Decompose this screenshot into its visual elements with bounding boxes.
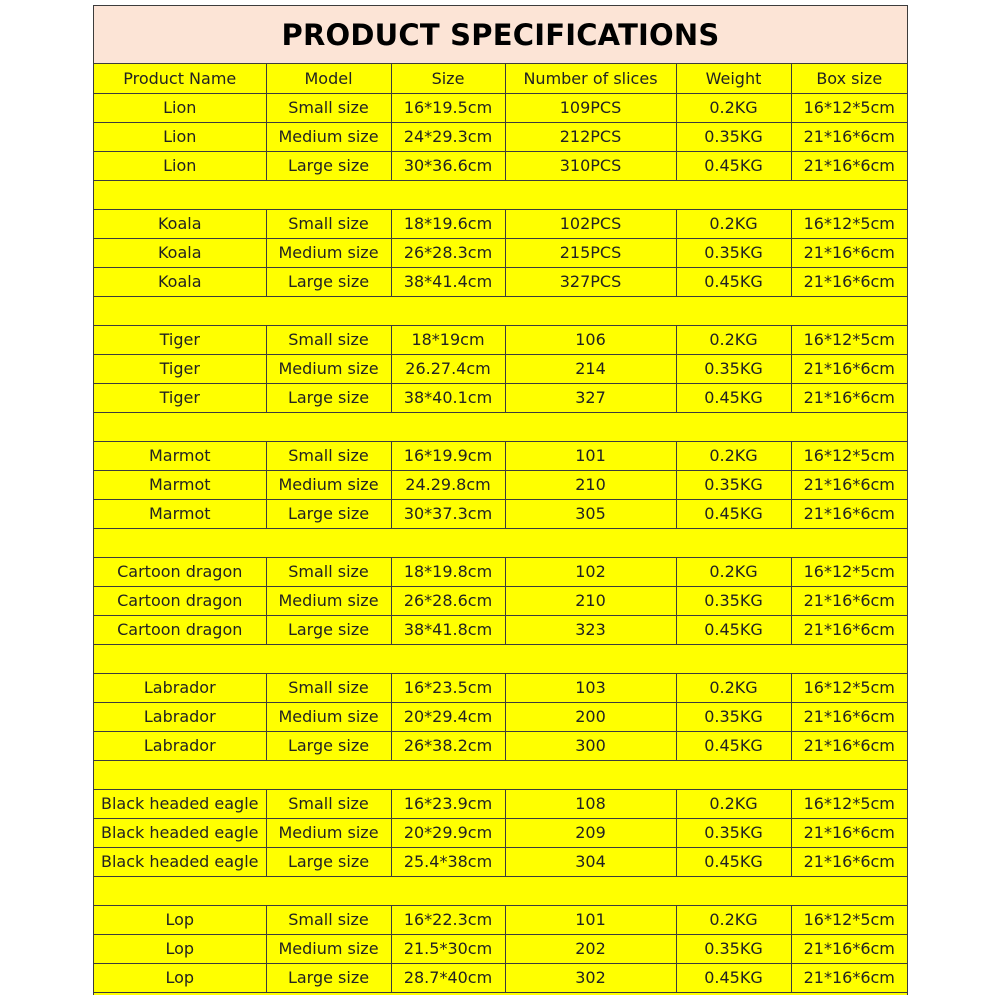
- cell-size: 21.5*30cm: [391, 934, 505, 963]
- cell-product-name: Tiger: [94, 325, 266, 354]
- cell-product-name: Marmot: [94, 441, 266, 470]
- cell-slices: 210: [505, 470, 676, 499]
- cell-model: Small size: [266, 905, 391, 934]
- cell-model: Medium size: [266, 586, 391, 615]
- cell-weight: 0.2KG: [676, 93, 791, 122]
- cell-size: 20*29.4cm: [391, 702, 505, 731]
- cell-product-name: Black headed eagle: [94, 818, 266, 847]
- cell-box-size: 16*12*5cm: [791, 209, 907, 238]
- table-row: [94, 934, 907, 963]
- header-row: [94, 64, 907, 93]
- cell-weight: 0.35KG: [676, 818, 791, 847]
- cell-weight: 0.45KG: [676, 731, 791, 760]
- cell-weight: 0.45KG: [676, 499, 791, 528]
- table-row: [94, 499, 907, 528]
- cell-box-size: 21*16*6cm: [791, 151, 907, 180]
- cell-box-size: 21*16*6cm: [791, 731, 907, 760]
- spacer-cell: [94, 876, 907, 905]
- cell-model: Small size: [266, 93, 391, 122]
- cell-slices: 103: [505, 673, 676, 702]
- cell-weight: 0.35KG: [676, 702, 791, 731]
- cell-weight: 0.45KG: [676, 963, 791, 992]
- spec-sheet: [93, 5, 908, 995]
- table-row: [94, 847, 907, 876]
- table-row: [94, 789, 907, 818]
- cell-weight: 0.35KG: [676, 354, 791, 383]
- cell-slices: 102PCS: [505, 209, 676, 238]
- cell-slices: 102: [505, 557, 676, 586]
- title-bar: [94, 5, 907, 64]
- spacer-cell: [94, 180, 907, 209]
- cell-product-name: Labrador: [94, 673, 266, 702]
- cell-model: Small size: [266, 673, 391, 702]
- group-spacer-row: [94, 180, 907, 209]
- cell-weight: 0.45KG: [676, 847, 791, 876]
- cell-product-name: Lop: [94, 934, 266, 963]
- cell-model: Medium size: [266, 818, 391, 847]
- cell-product-name: Marmot: [94, 499, 266, 528]
- cell-slices: 212PCS: [505, 122, 676, 151]
- table-row: [94, 731, 907, 760]
- cell-product-name: Cartoon dragon: [94, 557, 266, 586]
- cell-box-size: 21*16*6cm: [791, 615, 907, 644]
- cell-product-name: Tiger: [94, 383, 266, 412]
- spec-table: [94, 64, 907, 993]
- cell-model: Small size: [266, 557, 391, 586]
- cell-size: 16*23.5cm: [391, 673, 505, 702]
- cell-weight: 0.45KG: [676, 267, 791, 296]
- cell-model: Large size: [266, 151, 391, 180]
- cell-slices: 202: [505, 934, 676, 963]
- cell-product-name: Lion: [94, 151, 266, 180]
- cell-size: 18*19.8cm: [391, 557, 505, 586]
- cell-slices: 302: [505, 963, 676, 992]
- cell-slices: 106: [505, 325, 676, 354]
- cell-product-name: Labrador: [94, 731, 266, 760]
- cell-model: Large size: [266, 383, 391, 412]
- cell-model: Small size: [266, 209, 391, 238]
- cell-box-size: 21*16*6cm: [791, 963, 907, 992]
- column-header-slices: Number of slices: [505, 64, 676, 93]
- group-spacer-row: [94, 296, 907, 325]
- cell-weight: 0.2KG: [676, 441, 791, 470]
- table-row: [94, 93, 907, 122]
- table-row: [94, 383, 907, 412]
- group-spacer-row: [94, 760, 907, 789]
- cell-product-name: Cartoon dragon: [94, 586, 266, 615]
- cell-box-size: 16*12*5cm: [791, 441, 907, 470]
- cell-size: 24*29.3cm: [391, 122, 505, 151]
- cell-slices: 109PCS: [505, 93, 676, 122]
- cell-product-name: Koala: [94, 267, 266, 296]
- cell-slices: 108: [505, 789, 676, 818]
- spacer-cell: [94, 644, 907, 673]
- table-row: [94, 325, 907, 354]
- cell-slices: 305: [505, 499, 676, 528]
- cell-model: Large size: [266, 499, 391, 528]
- table-row: [94, 557, 907, 586]
- cell-box-size: 21*16*6cm: [791, 847, 907, 876]
- cell-box-size: 16*12*5cm: [791, 325, 907, 354]
- cell-weight: 0.45KG: [676, 615, 791, 644]
- cell-model: Large size: [266, 615, 391, 644]
- cell-slices: 300: [505, 731, 676, 760]
- cell-box-size: 21*16*6cm: [791, 238, 907, 267]
- table-row: [94, 122, 907, 151]
- cell-model: Small size: [266, 789, 391, 818]
- cell-size: 38*41.4cm: [391, 267, 505, 296]
- cell-weight: 0.2KG: [676, 673, 791, 702]
- column-header-weight: Weight: [676, 64, 791, 93]
- cell-size: 18*19.6cm: [391, 209, 505, 238]
- table-row: [94, 354, 907, 383]
- cell-size: 25.4*38cm: [391, 847, 505, 876]
- cell-size: 30*36.6cm: [391, 151, 505, 180]
- table-row: [94, 441, 907, 470]
- cell-weight: 0.2KG: [676, 557, 791, 586]
- cell-slices: 310PCS: [505, 151, 676, 180]
- cell-size: 24.29.8cm: [391, 470, 505, 499]
- cell-size: 18*19cm: [391, 325, 505, 354]
- cell-box-size: 16*12*5cm: [791, 905, 907, 934]
- group-spacer-row: [94, 876, 907, 905]
- column-header-box-size: Box size: [791, 64, 907, 93]
- cell-slices: 210: [505, 586, 676, 615]
- cell-size: 30*37.3cm: [391, 499, 505, 528]
- table-row: [94, 586, 907, 615]
- column-header-product-name: Product Name: [94, 64, 266, 93]
- cell-weight: 0.2KG: [676, 325, 791, 354]
- table-row: [94, 151, 907, 180]
- cell-size: 26.27.4cm: [391, 354, 505, 383]
- column-header-model: Model: [266, 64, 391, 93]
- cell-product-name: Cartoon dragon: [94, 615, 266, 644]
- cell-model: Medium size: [266, 934, 391, 963]
- cell-box-size: 21*16*6cm: [791, 586, 907, 615]
- table-row: [94, 209, 907, 238]
- cell-size: 16*22.3cm: [391, 905, 505, 934]
- cell-size: 38*41.8cm: [391, 615, 505, 644]
- cell-model: Large size: [266, 847, 391, 876]
- table-row: [94, 905, 907, 934]
- table-row: [94, 267, 907, 296]
- cell-slices: 200: [505, 702, 676, 731]
- cell-box-size: 16*12*5cm: [791, 557, 907, 586]
- cell-box-size: 21*16*6cm: [791, 122, 907, 151]
- cell-weight: 0.2KG: [676, 209, 791, 238]
- cell-model: Medium size: [266, 470, 391, 499]
- cell-size: 26*28.3cm: [391, 238, 505, 267]
- cell-box-size: 21*16*6cm: [791, 702, 907, 731]
- cell-product-name: Labrador: [94, 702, 266, 731]
- cell-weight: 0.2KG: [676, 905, 791, 934]
- cell-model: Large size: [266, 963, 391, 992]
- cell-weight: 0.35KG: [676, 586, 791, 615]
- cell-slices: 101: [505, 441, 676, 470]
- column-header-size: Size: [391, 64, 505, 93]
- cell-size: 16*19.9cm: [391, 441, 505, 470]
- cell-slices: 209: [505, 818, 676, 847]
- cell-slices: 327PCS: [505, 267, 676, 296]
- cell-size: 20*29.9cm: [391, 818, 505, 847]
- cell-weight: 0.35KG: [676, 238, 791, 267]
- group-spacer-row: [94, 644, 907, 673]
- cell-weight: 0.45KG: [676, 383, 791, 412]
- cell-model: Medium size: [266, 354, 391, 383]
- cell-product-name: Lion: [94, 122, 266, 151]
- table-row: [94, 673, 907, 702]
- spacer-cell: [94, 296, 907, 325]
- cell-weight: 0.35KG: [676, 470, 791, 499]
- cell-model: Small size: [266, 325, 391, 354]
- group-spacer-row: [94, 412, 907, 441]
- cell-size: 26*38.2cm: [391, 731, 505, 760]
- cell-product-name: Tiger: [94, 354, 266, 383]
- cell-size: 16*23.9cm: [391, 789, 505, 818]
- spacer-cell: [94, 412, 907, 441]
- cell-slices: 323: [505, 615, 676, 644]
- cell-product-name: Black headed eagle: [94, 847, 266, 876]
- cell-size: 16*19.5cm: [391, 93, 505, 122]
- table-row: [94, 963, 907, 992]
- cell-model: Large size: [266, 267, 391, 296]
- cell-weight: 0.45KG: [676, 151, 791, 180]
- cell-size: 38*40.1cm: [391, 383, 505, 412]
- cell-product-name: Lop: [94, 905, 266, 934]
- cell-product-name: Koala: [94, 238, 266, 267]
- cell-box-size: 21*16*6cm: [791, 267, 907, 296]
- spec-table-body: [94, 64, 907, 992]
- cell-size: 26*28.6cm: [391, 586, 505, 615]
- cell-weight: 0.35KG: [676, 122, 791, 151]
- cell-weight: 0.2KG: [676, 789, 791, 818]
- cell-product-name: Lion: [94, 93, 266, 122]
- cell-model: Large size: [266, 731, 391, 760]
- cell-box-size: 16*12*5cm: [791, 93, 907, 122]
- cell-model: Medium size: [266, 238, 391, 267]
- table-row: [94, 702, 907, 731]
- cell-model: Medium size: [266, 702, 391, 731]
- cell-box-size: 21*16*6cm: [791, 818, 907, 847]
- cell-slices: 101: [505, 905, 676, 934]
- table-row: [94, 470, 907, 499]
- cell-slices: 214: [505, 354, 676, 383]
- cell-box-size: 21*16*6cm: [791, 934, 907, 963]
- cell-product-name: Marmot: [94, 470, 266, 499]
- cell-box-size: 21*16*6cm: [791, 499, 907, 528]
- cell-slices: 215PCS: [505, 238, 676, 267]
- cell-product-name: Black headed eagle: [94, 789, 266, 818]
- spacer-cell: [94, 528, 907, 557]
- cell-box-size: 16*12*5cm: [791, 789, 907, 818]
- cell-slices: 327: [505, 383, 676, 412]
- cell-product-name: Lop: [94, 963, 266, 992]
- page-title: PRODUCT SPECIFICATIONS: [281, 17, 720, 52]
- cell-box-size: 21*16*6cm: [791, 354, 907, 383]
- cell-model: Medium size: [266, 122, 391, 151]
- cell-weight: 0.35KG: [676, 934, 791, 963]
- cell-size: 28.7*40cm: [391, 963, 505, 992]
- cell-product-name: Koala: [94, 209, 266, 238]
- cell-slices: 304: [505, 847, 676, 876]
- group-spacer-row: [94, 528, 907, 557]
- table-row: [94, 818, 907, 847]
- table-row: [94, 238, 907, 267]
- table-row: [94, 615, 907, 644]
- cell-model: Small size: [266, 441, 391, 470]
- cell-box-size: 16*12*5cm: [791, 673, 907, 702]
- cell-box-size: 21*16*6cm: [791, 470, 907, 499]
- cell-box-size: 21*16*6cm: [791, 383, 907, 412]
- spacer-cell: [94, 760, 907, 789]
